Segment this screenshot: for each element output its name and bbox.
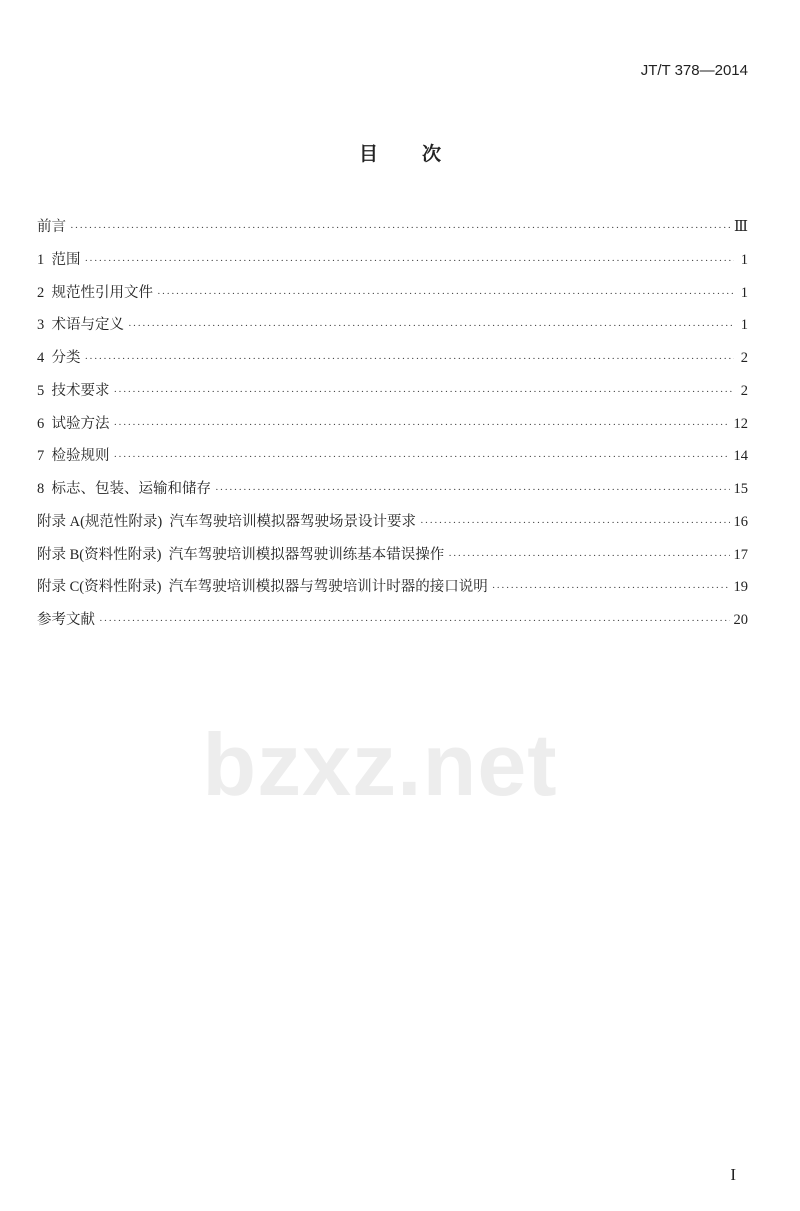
toc-entry[interactable] xyxy=(37,215,748,248)
table-of-contents xyxy=(37,215,748,641)
dot-leader xyxy=(128,320,734,332)
page-number: I xyxy=(730,1165,736,1184)
toc-entry[interactable] xyxy=(37,608,748,641)
toc-entry-page: 16 xyxy=(733,513,748,530)
toc-entry-page: 1 xyxy=(740,317,748,334)
dot-leader xyxy=(114,386,735,398)
toc-entry[interactable] xyxy=(37,543,748,576)
toc-entry-page: 15 xyxy=(733,481,748,497)
toc-entry[interactable] xyxy=(37,444,748,477)
toc-entry[interactable] xyxy=(37,281,748,314)
toc-entry-label: 参考文献 xyxy=(37,612,95,628)
dot-leader xyxy=(215,484,730,496)
toc-entry[interactable] xyxy=(37,412,748,445)
toc-entry-label: 8 标志、包装、运输和储存 xyxy=(37,481,211,497)
toc-entry-label: 5 技术要求 xyxy=(37,382,110,399)
dot-leader xyxy=(492,582,730,594)
toc-entry[interactable] xyxy=(37,477,748,510)
toc-entry[interactable] xyxy=(37,248,748,281)
standard-number: JT/T 378—2014 xyxy=(640,62,748,79)
title-char: 目 xyxy=(358,143,378,165)
toc-entry-label: 1 范围 xyxy=(37,251,81,268)
dot-leader xyxy=(114,451,730,463)
toc-entry-page: 2 xyxy=(740,382,748,399)
dot-leader xyxy=(157,288,734,300)
title-char: 次 xyxy=(422,143,442,165)
toc-entry-page: 1 xyxy=(740,251,748,268)
watermark: bzxz.net xyxy=(202,715,558,814)
toc-entry[interactable] xyxy=(37,575,748,608)
toc-entry-label: 2 规范性引用文件 xyxy=(37,284,153,301)
dot-leader xyxy=(114,419,730,431)
toc-entry[interactable] xyxy=(37,313,748,346)
dot-leader xyxy=(448,550,729,562)
toc-entry-page: 17 xyxy=(733,546,748,563)
toc-entry-page: 20 xyxy=(733,612,748,628)
toc-entry[interactable] xyxy=(37,379,748,412)
toc-entry-page: 19 xyxy=(733,579,748,596)
toc-entry-label: 4 分类 xyxy=(37,350,81,366)
toc-entry-page: 2 xyxy=(740,350,748,366)
toc-entry-label: 7 检验规则 xyxy=(37,448,110,465)
dot-leader xyxy=(70,222,730,234)
dot-leader xyxy=(85,353,735,365)
dot-leader xyxy=(85,255,735,267)
toc-entry-page: Ⅲ xyxy=(734,219,748,235)
toc-entry-page: 12 xyxy=(733,415,748,432)
toc-entry-page: 14 xyxy=(733,448,748,465)
toc-entry-label: 3 术语与定义 xyxy=(37,317,124,334)
toc-entry-label: 附录 C(资料性附录) 汽车驾驶培训模拟器与驾驶培训计时器的接口说明 xyxy=(37,579,488,596)
dot-leader xyxy=(99,615,730,627)
toc-entry-label: 附录 A(规范性附录) 汽车驾驶培训模拟器驾驶场景设计要求 xyxy=(37,513,417,530)
page-title xyxy=(0,142,800,166)
toc-entry-label: 附录 B(资料性附录) 汽车驾驶培训模拟器驾驶训练基本错误操作 xyxy=(37,546,445,563)
toc-entry-label: 6 试验方法 xyxy=(37,415,110,432)
toc-entry[interactable] xyxy=(37,510,748,543)
toc-entry-label: 前言 xyxy=(37,219,66,235)
dot-leader xyxy=(420,517,729,529)
toc-entry[interactable] xyxy=(37,346,748,379)
toc-entry-page: 1 xyxy=(740,284,748,301)
